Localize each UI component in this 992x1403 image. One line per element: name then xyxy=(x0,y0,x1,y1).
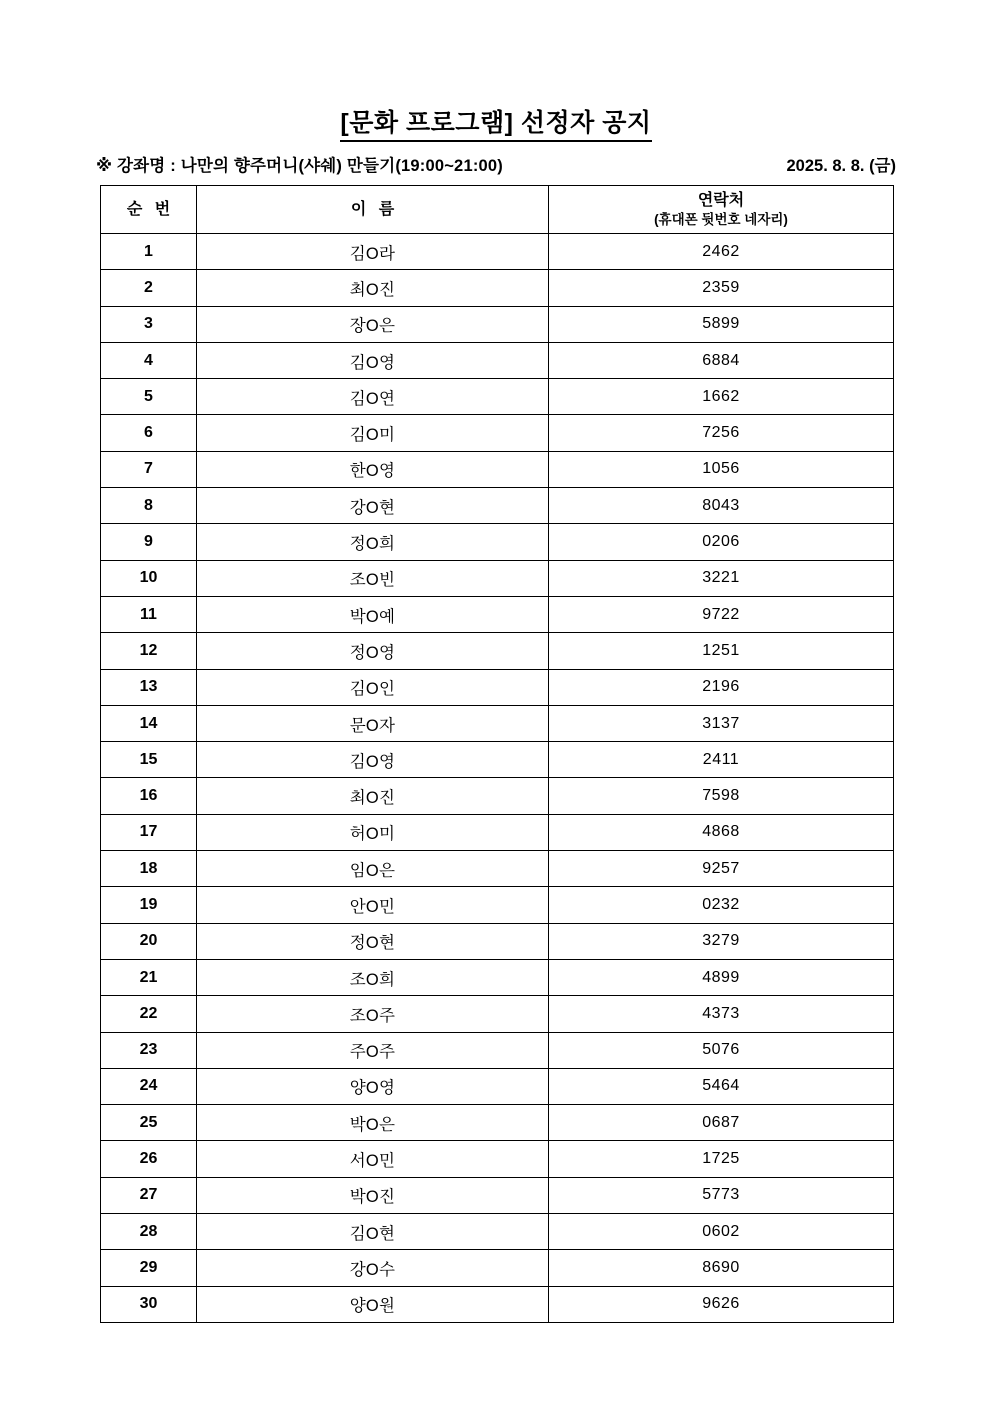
cell-name: 조O빈 xyxy=(197,560,549,596)
column-header-name-label: 이 름 xyxy=(350,200,399,218)
column-header-contact-label: 연락처 xyxy=(697,191,745,209)
cell-name: 박O진 xyxy=(197,1177,549,1213)
cell-name: 김O연 xyxy=(197,379,549,415)
cell-number: 18 xyxy=(101,851,197,887)
table-row xyxy=(101,778,894,814)
cell-number: 19 xyxy=(101,887,197,923)
table-header xyxy=(101,186,894,234)
cell-number: 21 xyxy=(101,959,197,995)
cell-contact: 6884 xyxy=(549,342,894,378)
table-row xyxy=(101,1141,894,1177)
roster-table-wrapper xyxy=(100,185,893,1323)
cell-number: 28 xyxy=(101,1214,197,1250)
table-body xyxy=(101,234,894,1323)
table-row xyxy=(101,1286,894,1322)
table-row xyxy=(101,669,894,705)
cell-name: 최O진 xyxy=(197,270,549,306)
cell-name: 김O미 xyxy=(197,415,549,451)
cell-number: 4 xyxy=(101,342,197,378)
cell-contact: 1662 xyxy=(549,379,894,415)
cell-name: 안O민 xyxy=(197,887,549,923)
cell-contact: 4373 xyxy=(549,996,894,1032)
cell-number: 30 xyxy=(101,1286,197,1322)
cell-name: 김O영 xyxy=(197,342,549,378)
table-row xyxy=(101,1214,894,1250)
table-row xyxy=(101,1105,894,1141)
cell-contact: 4868 xyxy=(549,814,894,850)
table-row xyxy=(101,742,894,778)
cell-name: 김O현 xyxy=(197,1214,549,1250)
table-row xyxy=(101,560,894,596)
table-row xyxy=(101,959,894,995)
cell-name: 박O예 xyxy=(197,596,549,632)
cell-name: 서O민 xyxy=(197,1141,549,1177)
column-header-contact-sublabel: (휴대폰 뒷번호 네자리) xyxy=(654,211,788,227)
cell-number: 7 xyxy=(101,451,197,487)
cell-name: 양O원 xyxy=(197,1286,549,1322)
cell-contact: 2462 xyxy=(549,234,894,270)
cell-number: 23 xyxy=(101,1032,197,1068)
cell-contact: 8043 xyxy=(549,488,894,524)
cell-name: 박O은 xyxy=(197,1105,549,1141)
cell-contact: 8690 xyxy=(549,1250,894,1286)
cell-contact: 5899 xyxy=(549,306,894,342)
table-row xyxy=(101,1250,894,1286)
cell-contact: 5076 xyxy=(549,1032,894,1068)
table-row xyxy=(101,596,894,632)
column-header-name xyxy=(197,186,549,234)
cell-contact: 4899 xyxy=(549,959,894,995)
table-row xyxy=(101,633,894,669)
cell-contact: 7598 xyxy=(549,778,894,814)
cell-number: 8 xyxy=(101,488,197,524)
cell-name: 양O영 xyxy=(197,1068,549,1104)
cell-contact: 9626 xyxy=(549,1286,894,1322)
cell-contact: 9722 xyxy=(549,596,894,632)
cell-contact: 0602 xyxy=(549,1214,894,1250)
cell-number: 1 xyxy=(101,234,197,270)
course-name-label: ※ 강좌명 : 나만의 향주머니(샤쉐) 만들기(19:00~21:00) xyxy=(96,157,503,175)
cell-name: 김O영 xyxy=(197,742,549,778)
cell-name: 김O라 xyxy=(197,234,549,270)
cell-number: 29 xyxy=(101,1250,197,1286)
cell-number: 16 xyxy=(101,778,197,814)
roster-table xyxy=(100,185,894,1323)
page-title xyxy=(0,108,992,142)
table-row xyxy=(101,488,894,524)
page-title-text: [문화 프로그램] 선정자 공지 xyxy=(340,108,651,142)
cell-contact: 2196 xyxy=(549,669,894,705)
cell-number: 12 xyxy=(101,633,197,669)
cell-number: 27 xyxy=(101,1177,197,1213)
table-row xyxy=(101,1068,894,1104)
cell-contact: 3221 xyxy=(549,560,894,596)
cell-name: 최O진 xyxy=(197,778,549,814)
cell-name: 임O은 xyxy=(197,851,549,887)
table-row xyxy=(101,451,894,487)
table-row xyxy=(101,923,894,959)
table-header-row xyxy=(101,186,894,234)
cell-name: 장O은 xyxy=(197,306,549,342)
cell-number: 3 xyxy=(101,306,197,342)
cell-contact: 1725 xyxy=(549,1141,894,1177)
cell-number: 6 xyxy=(101,415,197,451)
cell-name: 문O자 xyxy=(197,705,549,741)
cell-number: 26 xyxy=(101,1141,197,1177)
table-row xyxy=(101,524,894,560)
column-header-no-label: 순 번 xyxy=(126,200,175,218)
table-row xyxy=(101,851,894,887)
cell-contact: 0687 xyxy=(549,1105,894,1141)
table-row xyxy=(101,306,894,342)
cell-contact: 2359 xyxy=(549,270,894,306)
table-row xyxy=(101,814,894,850)
cell-contact: 9257 xyxy=(549,851,894,887)
table-row xyxy=(101,1177,894,1213)
table-row xyxy=(101,996,894,1032)
cell-name: 정O영 xyxy=(197,633,549,669)
cell-contact: 5773 xyxy=(549,1177,894,1213)
table-row xyxy=(101,342,894,378)
table-row xyxy=(101,270,894,306)
cell-contact: 0232 xyxy=(549,887,894,923)
cell-name: 조O주 xyxy=(197,996,549,1032)
cell-number: 20 xyxy=(101,923,197,959)
cell-number: 5 xyxy=(101,379,197,415)
cell-contact: 1251 xyxy=(549,633,894,669)
cell-name: 김O인 xyxy=(197,669,549,705)
cell-name: 강O수 xyxy=(197,1250,549,1286)
cell-name: 허O미 xyxy=(197,814,549,850)
cell-number: 11 xyxy=(101,596,197,632)
column-header-contact xyxy=(549,186,894,234)
subtitle-row xyxy=(96,152,896,178)
cell-number: 24 xyxy=(101,1068,197,1104)
cell-contact: 0206 xyxy=(549,524,894,560)
column-header-no xyxy=(101,186,197,234)
table-row xyxy=(101,705,894,741)
table-row xyxy=(101,379,894,415)
cell-contact: 2411 xyxy=(549,742,894,778)
cell-name: 정O현 xyxy=(197,923,549,959)
cell-number: 15 xyxy=(101,742,197,778)
notice-date: 2025. 8. 8. (금) xyxy=(786,157,896,175)
cell-name: 조O희 xyxy=(197,959,549,995)
cell-contact: 3137 xyxy=(549,705,894,741)
table-row xyxy=(101,234,894,270)
cell-name: 한O영 xyxy=(197,451,549,487)
cell-number: 2 xyxy=(101,270,197,306)
cell-number: 13 xyxy=(101,669,197,705)
cell-contact: 3279 xyxy=(549,923,894,959)
table-row xyxy=(101,887,894,923)
cell-number: 14 xyxy=(101,705,197,741)
table-row xyxy=(101,415,894,451)
cell-number: 22 xyxy=(101,996,197,1032)
cell-number: 9 xyxy=(101,524,197,560)
cell-number: 25 xyxy=(101,1105,197,1141)
cell-contact: 1056 xyxy=(549,451,894,487)
cell-name: 정O희 xyxy=(197,524,549,560)
cell-number: 17 xyxy=(101,814,197,850)
cell-name: 주O주 xyxy=(197,1032,549,1068)
cell-contact: 7256 xyxy=(549,415,894,451)
cell-contact: 5464 xyxy=(549,1068,894,1104)
cell-name: 강O현 xyxy=(197,488,549,524)
table-row xyxy=(101,1032,894,1068)
cell-number: 10 xyxy=(101,560,197,596)
